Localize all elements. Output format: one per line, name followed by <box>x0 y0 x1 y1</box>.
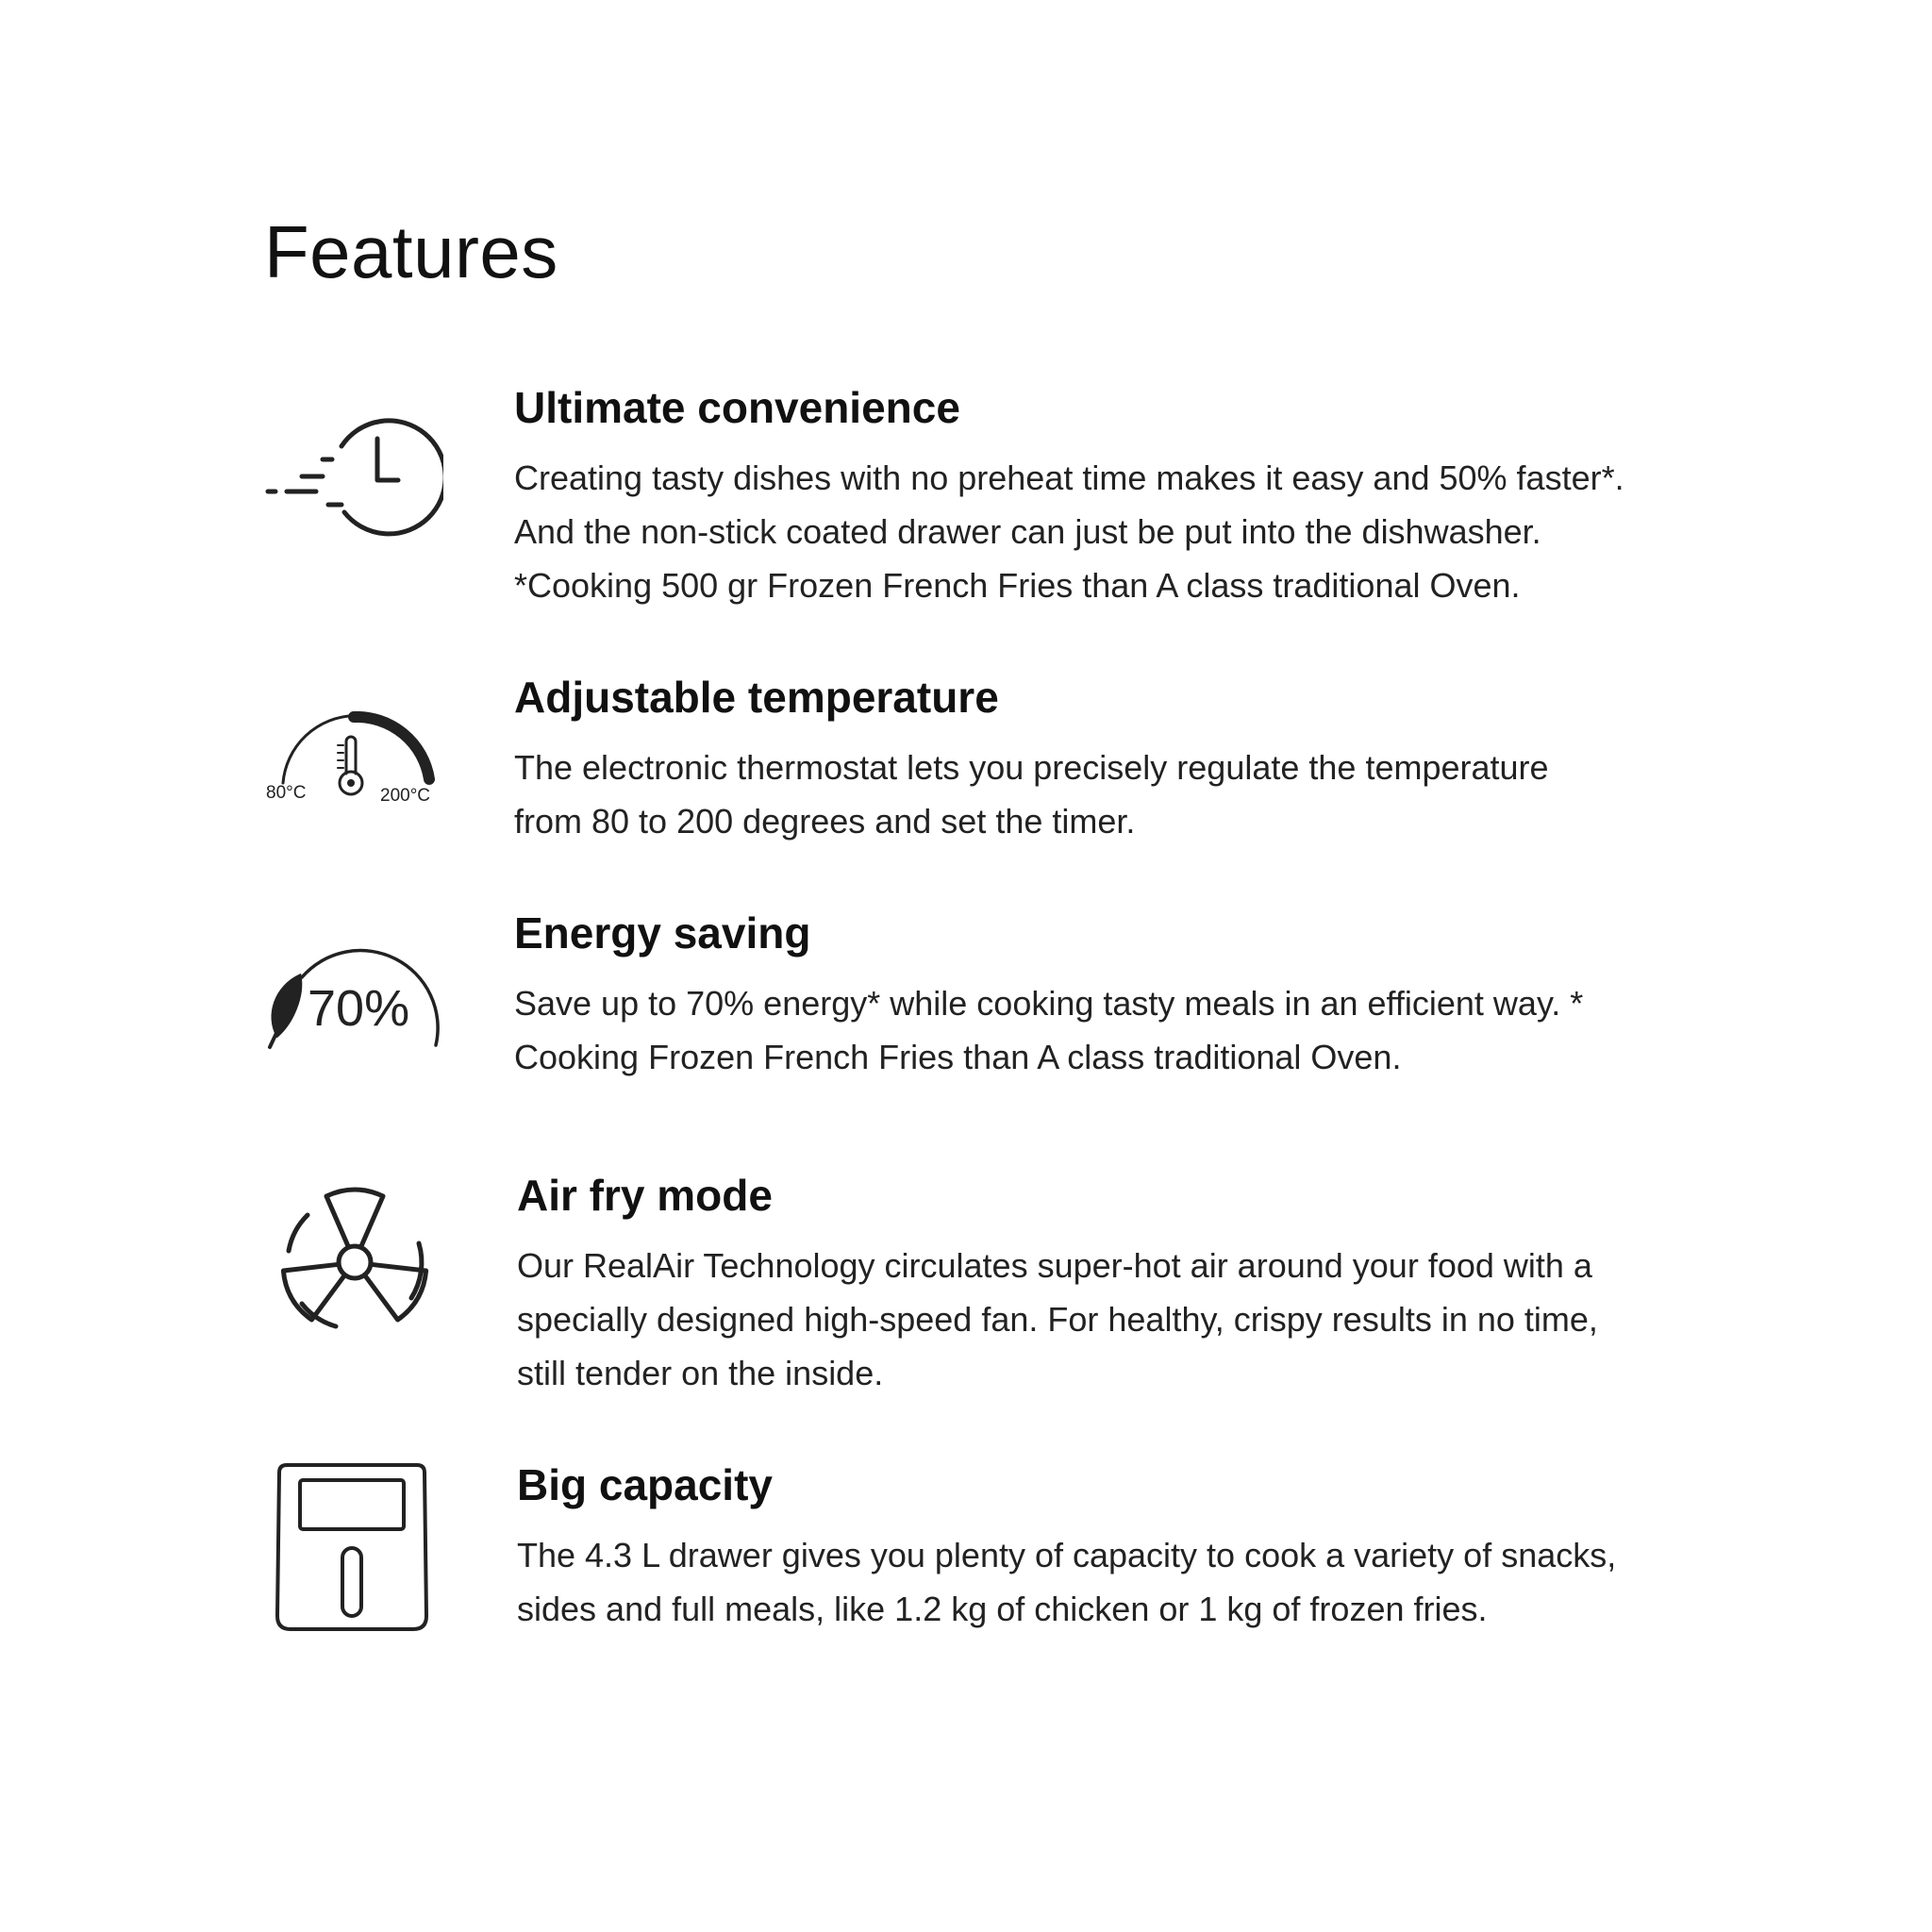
description-line: from 80 to 200 degrees and set the timer. <box>514 802 1136 841</box>
energy-saving-icon <box>264 947 443 1051</box>
feature-text <box>517 1459 1743 1636</box>
thermostat-gauge-icon <box>264 711 443 815</box>
fan-icon <box>264 1179 443 1340</box>
description-line: still tender on the inside. <box>517 1354 884 1393</box>
fast-timer-icon <box>264 401 443 542</box>
feature-text <box>514 672 1740 848</box>
feature-title: Air fry mode <box>517 1171 773 1220</box>
description-line: The 4.3 L drawer gives you plenty of capacity to cook a variety of snacks, <box>517 1536 1617 1575</box>
feature-text <box>517 1170 1743 1400</box>
feature-title: Big capacity <box>517 1460 773 1509</box>
feature-description <box>514 976 1740 1084</box>
description-line: The electronic thermostat lets you precisely regulate the temperature <box>514 748 1549 788</box>
feature-description <box>514 741 1740 848</box>
feature-description <box>517 1239 1743 1400</box>
description-line: Cooking Frozen French Fries than A class traditional Oven. <box>514 1038 1402 1077</box>
feature-title: Ultimate convenience <box>514 383 960 432</box>
description-line: And the non-stick coated drawer can just be put into the dishwasher. <box>514 512 1541 552</box>
description-line: *Cooking 500 gr Frozen French Fries than A class traditional Oven. <box>514 566 1521 606</box>
feature-text <box>514 382 1740 612</box>
feature-title: Energy saving <box>514 908 811 958</box>
description-line: Save up to 70% energy* while cooking tasty meals in an efficient way. * <box>514 984 1584 1024</box>
feature-description <box>517 1528 1743 1636</box>
feature-text <box>514 908 1740 1084</box>
description-line: specially designed high-speed fan. For healthy, crispy results in no time, <box>517 1300 1598 1340</box>
feature-description <box>514 451 1740 612</box>
max-temperature-label: 200°C <box>380 786 431 806</box>
feature-title: Adjustable temperature <box>514 673 999 722</box>
description-line: sides and full meals, like 1.2 kg of chicken or 1 kg of frozen fries. <box>517 1590 1488 1629</box>
page-title: Features <box>264 210 558 293</box>
air-fryer-icon <box>264 1459 443 1634</box>
min-temperature-label: 80°C <box>266 783 307 803</box>
description-line: Creating tasty dishes with no preheat time makes it easy and 50% faster*. <box>514 458 1624 498</box>
description-line: Our RealAir Technology circulates super-hot air around your food with a <box>517 1246 1592 1286</box>
energy-percent-label: 70% <box>308 980 410 1037</box>
